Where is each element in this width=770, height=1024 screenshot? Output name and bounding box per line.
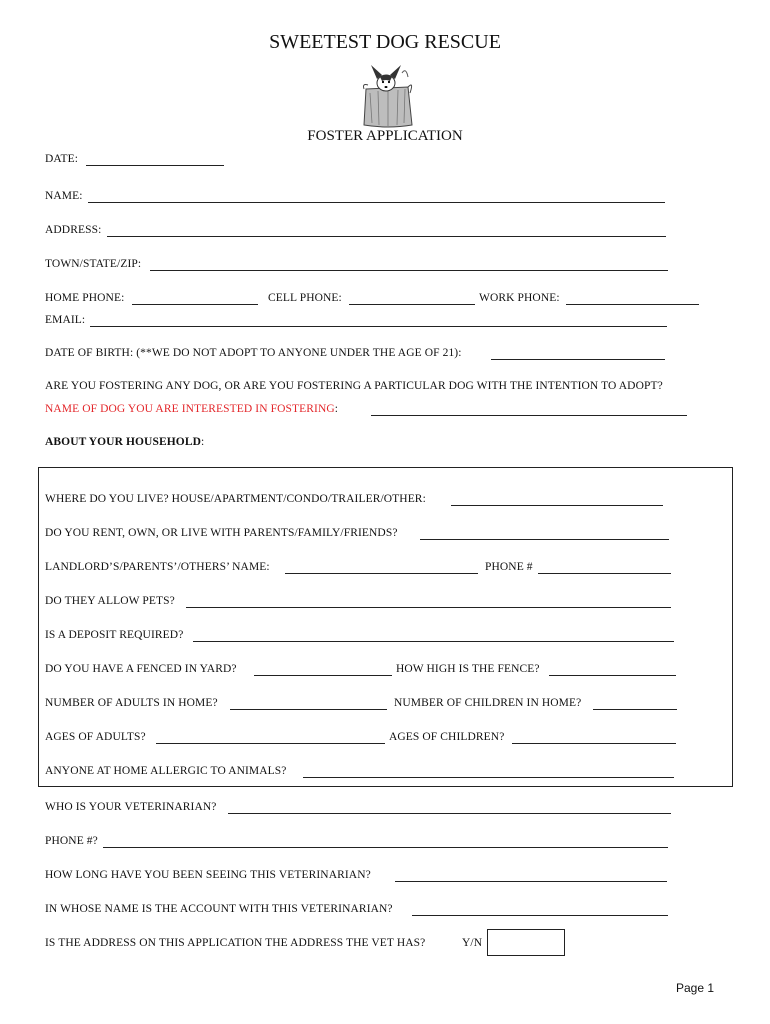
date-field[interactable] <box>86 165 224 166</box>
address-field[interactable] <box>107 236 666 237</box>
fence-high-label: HOW HIGH IS THE FENCE? <box>396 663 540 675</box>
household-heading: ABOUT YOUR HOUSEHOLD <box>45 436 201 448</box>
name-label: NAME: <box>45 190 83 202</box>
name-field[interactable] <box>88 202 665 203</box>
who-vet-label: WHO IS YOUR VETERINARIAN? <box>45 801 217 813</box>
dob-label: DATE OF BIRTH: (**WE DO NOT ADOPT TO ANYONE UNDER THE AGE OF 21): <box>45 347 462 359</box>
work-phone-label: WORK PHONE: <box>479 292 560 304</box>
rent-own-field[interactable] <box>420 539 669 540</box>
dob-field[interactable] <box>491 359 665 360</box>
ages-adults-label: AGES OF ADULTS? <box>45 731 146 743</box>
vet-phone-label: PHONE #? <box>45 835 98 847</box>
landlord-name-field[interactable] <box>285 573 478 574</box>
email-label: EMAIL: <box>45 314 86 326</box>
form-subtitle: FOSTER APPLICATION <box>307 128 463 144</box>
allow-pets-label: DO THEY ALLOW PETS? <box>45 595 175 607</box>
allergic-label: ANYONE AT HOME ALLERGIC TO ANIMALS? <box>45 765 287 777</box>
num-adults-label: NUMBER OF ADULTS IN HOME? <box>45 697 218 709</box>
landlord-phone-label: PHONE # <box>485 561 533 573</box>
household-heading-row: ABOUT YOUR HOUSEHOLD: <box>45 436 205 448</box>
where-live-label: WHERE DO YOU LIVE? HOUSE/APARTMENT/CONDO/TRAILER/OTHER: <box>45 493 426 505</box>
address-label: ADDRESS: <box>45 224 102 236</box>
fenced-yard-field[interactable] <box>254 675 392 676</box>
account-name-field[interactable] <box>412 915 668 916</box>
num-children-field[interactable] <box>593 709 677 710</box>
cell-phone-label: CELL PHONE: <box>268 292 342 304</box>
landlord-name-label: LANDLORD’S/PARENTS’/OTHERS’ NAME: <box>45 561 270 573</box>
allergic-field[interactable] <box>303 777 674 778</box>
page-title: SWEETEST DOG RESCUE <box>269 31 501 53</box>
num-adults-field[interactable] <box>230 709 387 710</box>
how-long-field[interactable] <box>395 881 667 882</box>
home-phone-label: HOME PHONE: <box>45 292 125 304</box>
dog-interest-row: NAME OF DOG YOU ARE INTERESTED IN FOSTERING: <box>45 403 339 415</box>
home-phone-field[interactable] <box>132 304 258 305</box>
page-number: Page 1 <box>676 981 715 995</box>
town-label: TOWN/STATE/ZIP: <box>45 258 142 270</box>
fenced-yard-label: DO YOU HAVE A FENCED IN YARD? <box>45 663 237 675</box>
rent-own-label: DO YOU RENT, OWN, OR LIVE WITH PARENTS/FAMILY/FRIENDS? <box>45 527 398 539</box>
cell-phone-field[interactable] <box>349 304 475 305</box>
deposit-field[interactable] <box>193 641 674 642</box>
yn-label: Y/N <box>462 937 483 949</box>
fence-high-field[interactable] <box>549 675 676 676</box>
vet-phone-field[interactable] <box>103 847 668 848</box>
account-name-label: IN WHOSE NAME IS THE ACCOUNT WITH THIS VETERINARIAN? <box>45 903 393 915</box>
who-vet-field[interactable] <box>228 813 671 814</box>
yn-input-box[interactable] <box>487 929 565 956</box>
deposit-label: IS A DEPOSIT REQUIRED? <box>45 629 184 641</box>
dog-interest-label: NAME OF DOG YOU ARE INTERESTED IN FOSTERING <box>45 403 335 415</box>
landlord-phone-field[interactable] <box>538 573 671 574</box>
town-field[interactable] <box>150 270 668 271</box>
ages-adults-field[interactable] <box>156 743 385 744</box>
where-live-field[interactable] <box>451 505 663 506</box>
fostering-question: ARE YOU FOSTERING ANY DOG, OR ARE YOU FOSTERING A PARTICULAR DOG WITH THE INTENTION TO ADOPT? <box>45 380 663 392</box>
dog-logo-icon <box>358 63 416 129</box>
work-phone-field[interactable] <box>566 304 699 305</box>
email-field[interactable] <box>90 326 667 327</box>
num-children-label: NUMBER OF CHILDREN IN HOME? <box>394 697 582 709</box>
address-match-label: IS THE ADDRESS ON THIS APPLICATION THE ADDRESS THE VET HAS? <box>45 937 426 949</box>
ages-children-field[interactable] <box>512 743 676 744</box>
date-label: DATE: <box>45 153 79 165</box>
ages-children-label: AGES OF CHILDREN? <box>389 731 505 743</box>
how-long-label: HOW LONG HAVE YOU BEEN SEEING THIS VETERINARIAN? <box>45 869 371 881</box>
dog-interest-field[interactable] <box>371 415 687 416</box>
allow-pets-field[interactable] <box>186 607 671 608</box>
